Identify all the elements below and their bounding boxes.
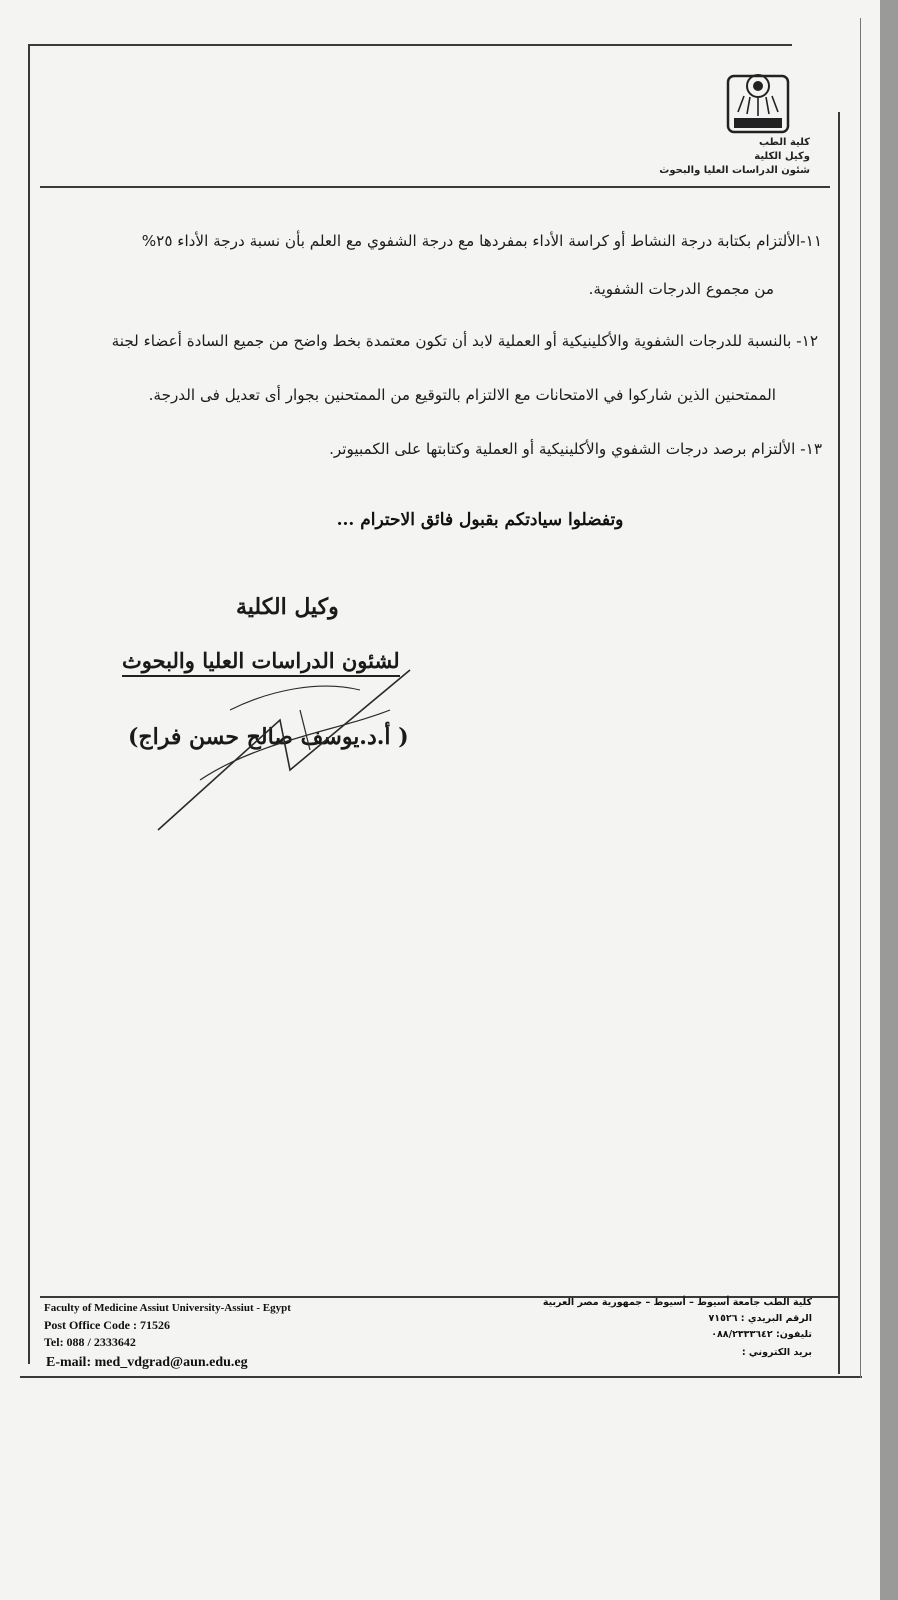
footer-en-phone: Tel: 088 / 2333642	[44, 1335, 136, 1349]
handwritten-signature	[140, 650, 440, 850]
footer-ar-postcode: الرقم البريدي : ٧١٥٢٦	[708, 1313, 812, 1324]
footer-en-email: E-mail: med_vdgrad@aun.edu.eg	[46, 1355, 248, 1370]
outer-right-edge	[860, 18, 861, 1378]
header-department: شئون الدراسات العليا والبحوث	[659, 165, 810, 176]
footer-en-postcode: Post Office Code : 71526	[44, 1318, 170, 1332]
header-faculty: كلية الطب	[758, 137, 810, 148]
footer-ar-address: كلية الطب جامعة أسيوط – أسيوط – جمهورية مصر العربية	[542, 1297, 812, 1308]
item-13: ١٣- الألتزام برصد درجات الشفوي والأكلينيكية أو العملية وكتابتها على الكمبيوتر.	[329, 440, 822, 458]
footer-ar-phone: تليفون: ٠٨٨/٢٣٣٣٦٤٢	[711, 1329, 812, 1340]
item-11-line-1: ١١-الألتزام بكتابة درجة النشاط أو كراسة الأداء بمفردها مع درجة الشفوي مع العلم بأن نسبة درجة الأداء ٢٥%	[141, 232, 822, 250]
right-border-line	[838, 112, 840, 1374]
header-separator-line	[40, 186, 830, 188]
item-12-line-1: ١٢- بالنسبة للدرجات الشفوية والأكلينيكية أو العملية لابد أن تكون معتمدة بخط واضح من جميع السادة أعضاء لجنة	[111, 332, 818, 350]
bottom-border-line	[20, 1376, 862, 1378]
signature-title: وكيل الكلية	[236, 594, 339, 620]
left-border-line	[28, 44, 30, 1364]
header-vice-dean: وكيل الكلية	[754, 151, 810, 162]
signature-name: ( أ.د.يوسف صالح حسن فراج)	[128, 724, 409, 750]
item-11-line-2: من مجموع الدرجات الشفوية.	[588, 280, 774, 298]
top-border-line	[30, 44, 792, 46]
closing-line: وتفضلوا سيادتكم بقبول فائق الاحترام ...	[336, 510, 624, 530]
footer-ar-email: بريد الكتروني :	[741, 1347, 812, 1358]
signature-department: لشئون الدراسات العليا والبحوث	[122, 648, 400, 677]
footer-en-address: Faculty of Medicine Assiut University-Assiut - Egypt	[44, 1302, 291, 1314]
university-logo	[724, 68, 792, 134]
item-12-line-2: الممتحنين الذين شاركوا في الامتحانات مع الالتزام بالتوقيع من الممتحنين بجوار أى تعديل فى الدرجة.	[148, 386, 776, 404]
